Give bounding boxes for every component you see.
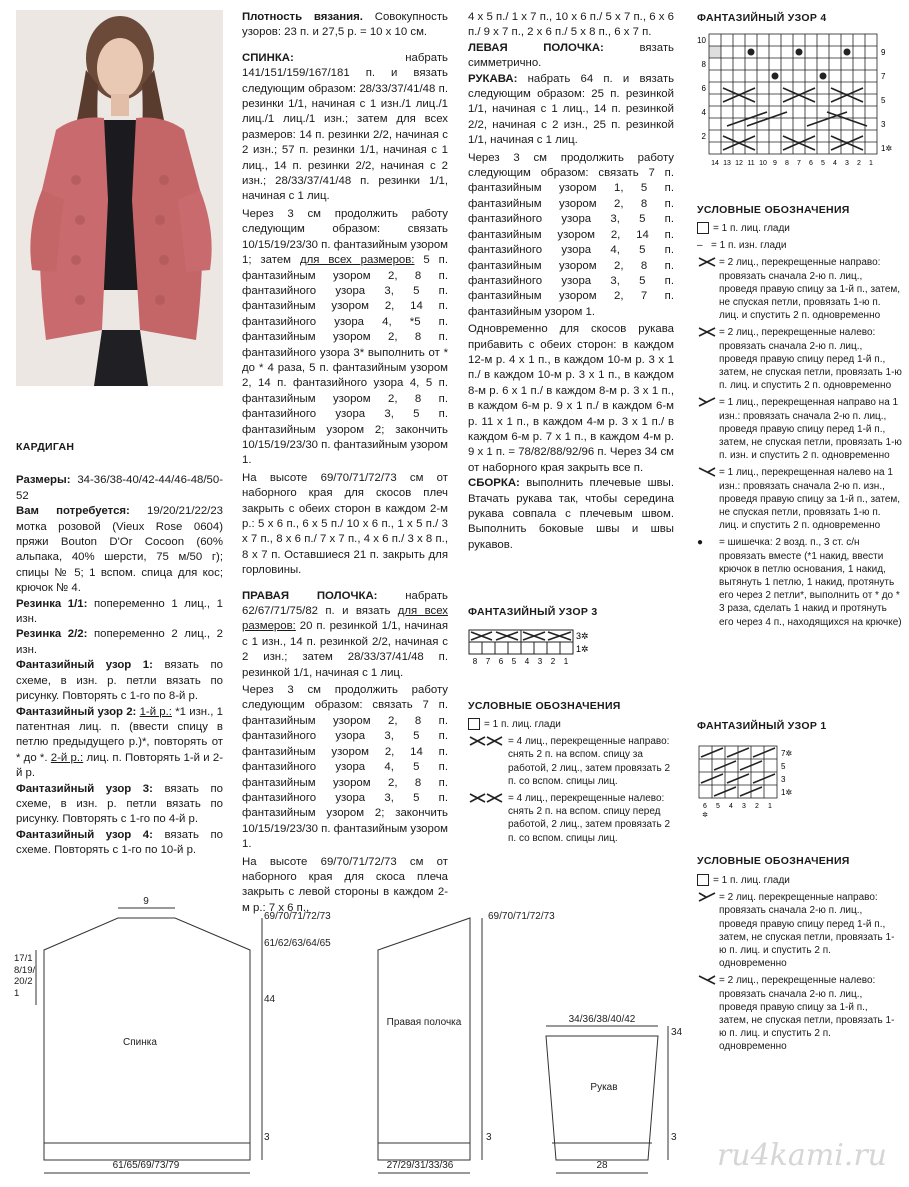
f2-label: Фантазийный узор 2: [16, 705, 137, 718]
right-p2: Через 3 см продолжить работу следующим образом: связать 7 п. фантазийным узором 2, 8 п. фантазийного узора 3, 5 п. фантазийным узором 2, 14 п. фантазийного узора 4, 5 п. фантазийным узором 2, 8 п. фантазийного узора 3, 5 п. фантазийным узором 2; закончить 10/15/19/23/30 п. фантазийным узором 1. [242, 684, 449, 851]
square-icon [697, 222, 709, 234]
cross-left-icon [697, 974, 719, 1053]
p3-col: 8 [472, 657, 478, 666]
sizes-value: 34-36/38-40/42-44/46-48/50-52 [16, 474, 223, 502]
leg4-d: = 2 лиц., перекрещенные налево: провязать сначала 2-ю п. лиц., проведя правую спицу перед 1-й п., затем, не спуская петли, провязать 1-ю п. лиц. и спустить 2 п. одновременно [719, 327, 902, 392]
leg1-a: = 1 п. лиц. глади [713, 875, 790, 886]
p1-col: 3 [742, 803, 746, 810]
pattern1-title: ФАНТАЗИЙНЫЙ УЗОР 1 [697, 720, 827, 732]
assembly-value: выполнить плечевые швы. Втачать рукава так, чтобы середина рукава совпала с плечевым швом. Выполнить боковые швы и швы рукавов. [468, 477, 674, 551]
back-h-mid: 44 [264, 994, 276, 1005]
p4-left: 8 [701, 60, 706, 69]
square-icon [468, 718, 480, 730]
right-p1b: 20 п. резинкой 1/1, начиная с 1 изн., 14 п. резинкой 2/2, начиная с 2 изн.; затем 28/33/37/41/48 п. резинкой 1/1, начиная с 1 лиц. [242, 620, 448, 679]
back-h-shoulder: 61/62/63/64/65 [264, 938, 331, 949]
sleeve-label: Рукав [590, 1082, 618, 1093]
rib11-label: Резинка 1/1: [16, 597, 88, 610]
p3-col: 1 [563, 657, 569, 666]
square-icon [697, 874, 709, 886]
p1-under: ✲ [702, 812, 708, 819]
p1-col: 4 [729, 803, 733, 810]
p3-col: 5 [511, 657, 517, 666]
back-label: СПИНКА: [242, 51, 294, 64]
cross-purl-right-icon [697, 396, 719, 462]
back-p2u: для всех размеров: [299, 254, 415, 267]
f2-row2: 2-й р.: [50, 751, 84, 764]
f3-label: Фантазийный узор 3: [16, 782, 153, 795]
pattern4-title: ФАНТАЗИЙНЫЙ УЗОР 4 [697, 12, 827, 24]
cable-right-icon [468, 735, 508, 788]
p4-left: 2 [701, 132, 706, 141]
back-label: Спинка [123, 1037, 157, 1048]
p3-col: 4 [524, 657, 530, 666]
sleeve-p3: Одновременно для скосов рукава прибавить с обеих сторон: в каждом 12-м р. 4 х 1 п., в каждом 10-м р. 3 х 1 п./ в каждом 10-м р. 3 х 1 п., в каждом 8-м р. 6 х 1 п./ в каждом 8-м р. 3 х 1 п., в каждом 6-м р. 9 х 1 п./ в каждом 6-м р. 11 х 1 п., в каждом 4-м р. 3 х 1 п./ в каждом 6-м р. 7 х 1 п., в каждом 4-м р. 9 х 1 п. = 78/82/88/92/96 п. Через 34 см от наборного края закрыть все п. [468, 323, 674, 474]
p4-col: 11 [747, 160, 755, 167]
p4-right: 1✲ [881, 144, 893, 153]
f2-value1: *1 изн., 1 патентная лиц. п. (ввести спицу в петлю предыдущего р.)*, повторять от * до *. [16, 705, 223, 764]
pattern1-chart [697, 740, 807, 820]
bobble-icon: ● [697, 537, 704, 549]
density-label: Плотность вязания. [242, 11, 363, 23]
leg3-b: = 4 лиц., перекрещенные направо: снять 2 п. на вспом. спицу за работой, 2 лиц., затем провязать 2 п. со вспом. спицы лиц. [508, 736, 671, 787]
cable-left-icon [468, 792, 508, 845]
p4-right: 5 [881, 96, 886, 105]
legend1 [697, 874, 897, 1058]
front-h-total: 69/70/71/72/73 [488, 911, 555, 922]
schematics [0, 890, 690, 1180]
p1-right: 1✲ [781, 788, 793, 797]
pattern3-chart [468, 628, 598, 672]
p4-right: 9 [881, 48, 886, 57]
leg3-c: = 4 лиц., перекрещенные налево: снять 2 п. на вспом. спицу перед работой, 2 лиц., затем провязать 2 п. со вспом. спицы лиц. [508, 793, 671, 844]
legend3-title: УСЛОВНЫЕ ОБОЗНАЧЕНИЯ [468, 700, 621, 712]
back-left-label: 17/18/19/20/21 [14, 953, 36, 999]
p3-row-label-3: 3✲ [576, 631, 589, 641]
cross-left-icon [697, 326, 719, 392]
model-illustration [16, 10, 223, 386]
leg4-c: = 2 лиц., перекрещенные направо: провязать сначала 2-ю п. лиц., проведя правую спицу за 1-й п., затем, не спуская петли, провязать 1-ю п. лиц. и спустить 2 п. одновременно [719, 257, 901, 322]
leg4-b: = 1 п. изн. глади [711, 240, 787, 252]
f4-value: вязать по схеме. Повторять с 1-го по 10-й р. [16, 828, 224, 857]
legend3 [468, 718, 678, 849]
f4-label: Фантазийный узор 4: [16, 828, 153, 841]
p4-left: 6 [701, 84, 706, 93]
p1-col: 6 [703, 803, 707, 810]
pattern4-chart [697, 30, 897, 170]
back-p2a: Через 3 см продолжить работу следующим образом: связать 10/15/19/23/30 п. фантазийным узором 1; затем [242, 207, 449, 267]
f1-value: вязать по схеме, в изн. р. петли вязать по рисунку. Повторять с 1-го по 8-й р. [16, 659, 224, 703]
front-outline [378, 918, 470, 1160]
back-h-rib: 3 [264, 1132, 270, 1143]
back-p3: На высоте 69/70/71/72/73 см от наборного края для скосов плеч закрыть с обеих сторон в каждом 2-м р.: 5 х 6 п., 6 х 5 п./ 10 х 6 п., 1 х 5 п./ 3 х 7 п., 8 х 6 п./ 7 х 7 п., 4 х 6 п./ 3 х 8 п., 8 х 7 п. Оставшиеся 21 п. закрыть для горловины. [242, 471, 448, 577]
p3-col: 7 [485, 657, 491, 666]
p1-col: 2 [755, 803, 759, 810]
p1-right: 3 [781, 775, 786, 784]
sleeve-p1: набрать 64 п. и вязать следующим образом: 25 п. резинкой 1/1, начиная с 1 лиц., 14 п. резинкой 2/2, начиная с 2 изн., 25 п. резинкой 1/1, начиная с 1 лиц. [468, 72, 675, 147]
p4-col: 1 [869, 160, 873, 167]
back-width: 61/65/69/73/79 [112, 1160, 180, 1171]
rib11-value: попеременно 1 лиц., 1 изн. [16, 597, 223, 626]
sleeve-p2: Через 3 см продолжить работу следующим образом: связать 7 п. фантазийным узором 1, 5 п. фантазийным узором 2, 8 п. фантазийного узора 3, 5 п. фантазийным узором 2, 14 п. фантазийного узора 4, 5 п. фантазийным узором 2, 8 п. фантазийного узора 3, 5 п. фантазийным узором 2, 7 п. фантазийным узором 1. [468, 151, 674, 318]
p4-col: 9 [773, 160, 777, 167]
back-top: 9 [143, 896, 149, 907]
sleeve-outline [546, 1036, 658, 1160]
density-value: Совокупность узоров: 23 п. и 27,5 р. = 10 х 10 см. [242, 11, 448, 39]
leg1-b: = 2 лиц. перекрещенные направо: провязать сначала 2-ю п. лиц., проведя правую спицу перед 1-й п., затем, не спуская петли, провязать 1-ю п. лиц. и спустить 2 п. одновременно [719, 892, 895, 970]
p4-right: 3 [881, 120, 886, 129]
p4-col: 5 [821, 160, 825, 167]
left-value: вязать симметрично. [468, 41, 674, 70]
f2-value2: лиц. п. Повторять 1-й и 2-й р. [16, 751, 224, 780]
p1-col: 1 [768, 803, 772, 810]
right-p1a: набрать 62/67/71/75/82 п. и вязать [242, 589, 448, 618]
p4-col: 12 [735, 160, 743, 167]
p4-col: 4 [833, 160, 837, 167]
front-h-rib: 3 [486, 1132, 492, 1143]
legend4-title: УСЛОВНЫЕ ОБОЗНАЧЕНИЯ [697, 204, 850, 216]
p1-col: 5 [716, 803, 720, 810]
cross-purl-left-icon [697, 466, 719, 532]
sizes-label: Размеры: [16, 474, 71, 487]
page-title: КАРДИГАН [16, 441, 75, 453]
back-p2b: 5 п. фантазийным узором 2, 8 п. фантазийного узора 3, 5 п. фантазийным узором 2, 14 п. фантазийного узора 4, *5 п. фантазийным узором 2, 8 п. фантазийного узора 3* выполнить от * до * 4 раза, 5 п. фантазийным узором 2, 14 п. фантазийного узора 4, 5 п. фантазийным узором 2, 8 п. фантазийного узора 3, 5 п. фантазийным узором 2; закончить 10/15/19/23/30 п. фантазийным узором 1. [242, 254, 449, 467]
p4-left: 4 [701, 108, 706, 117]
p4-col: 14 [711, 160, 719, 167]
p1-right: 5 [781, 762, 786, 771]
f2-row1: 1-й р.: [139, 705, 172, 718]
f3-value: вязать по схеме, в изн. р. петли вязать по рисунку. Повторять с 1-го по 4-й р. [16, 782, 224, 826]
leg4-a: = 1 п. лиц. глади [713, 223, 790, 234]
p3-col: 3 [537, 657, 543, 666]
assembly-label: СБОРКА: [468, 477, 520, 490]
model-photo [16, 10, 223, 386]
dash-icon: – [697, 240, 703, 252]
p3-col: 6 [498, 657, 504, 666]
p4-col: 7 [797, 160, 801, 167]
legend1-title: УСЛОВНЫЕ ОБОЗНАЧЕНИЯ [697, 855, 850, 867]
sleeve-h: 34 [671, 1027, 683, 1038]
p4-col: 13 [723, 160, 731, 167]
p3-col: 2 [550, 657, 556, 666]
back-h-total: 69/70/71/72/73 [264, 911, 331, 922]
p4-col: 10 [759, 160, 767, 167]
rib22-label: Резинка 2/2: [16, 628, 88, 641]
p4-left: 10 [697, 36, 706, 45]
sleeve-top: 34/36/38/40/42 [568, 1014, 636, 1025]
sleeve-label: РУКАВА: [468, 72, 518, 85]
c3-p0: 4 х 5 п./ 1 х 7 п., 10 х 6 п./ 5 х 7 п., 6 х 6 п./ 9 х 7 п., 2 х 6 п./ 5 х 8 п., 6 х 7 п. [468, 11, 674, 39]
back-p1: набрать 141/151/159/167/181 п. и вязать следующим образом: 28/33/37/41/48 п. резинки 1/1, начиная с 1 изн./1 лиц./1 лиц./1 лиц./1 изн.; затем для всех размеров: 14 п. резинки 2/2, начиная с 2 изн.; 57 п. резинки 1/1, начиная с 1 лиц., 14 п. резинки 2/2, начиная с 2 изн.; 28/33/37/41/48 п. резинки 1/1, начиная с 1 лиц. [242, 51, 448, 203]
p4-col: 6 [809, 160, 813, 167]
p4-col: 3 [845, 160, 849, 167]
leg1-c: = 2 лиц., перекрещенные налево: провязать сначала 2-ю п. лиц., проведя правую спицу за 1-й п., затем, не спуская петли, провязать 1-ю п. лиц. и спустить 2 п. одновременно [719, 975, 895, 1053]
sleeve-width: 28 [596, 1160, 608, 1171]
rib22-value: попеременно 2 лиц., 2 изн. [16, 628, 223, 656]
front-width: 27/29/31/33/36 [386, 1160, 454, 1171]
right-label: ПРАВАЯ ПОЛОЧКА: [242, 589, 378, 602]
leg4-g: = шишечка: 2 возд. п., 3 ст. с/н провязать вместе (*1 накид, ввести крючок в петлю основания, 1 накид, вытянуть 1 петлю, 1 накид, протянуть его через 2 петли*, выполнить от * до * 3 раза, сделать 1 накид и протянуть его через 4 п., находящихся на крючке) [719, 537, 902, 628]
leg3-a: = 1 п. лиц. глади [484, 719, 561, 730]
cross-right-icon [697, 891, 719, 970]
need-label: Вам потребуется: [16, 505, 130, 518]
right-p3: На высоте 69/70/71/72/73 см от наборного края для скоса плеча закрыть с левой стороны в каждом 2-м р.: 7 х 6 п., [242, 855, 448, 914]
p4-right: 7 [881, 72, 886, 81]
leg4-f: = 1 лиц., перекрещенная налево на 1 изн.: провязать сначала 2-ю п. изн., проведя правую спицу за 1-й п., затем, не спуская петли, провязать 1-ю п. лиц. и спустить 2 п. одновременно [719, 467, 901, 532]
watermark: ru4kami.ru [716, 1138, 887, 1173]
p4-col: 8 [785, 160, 789, 167]
front-label: Правая полочка [386, 1017, 462, 1028]
left-label: ЛЕВАЯ ПОЛОЧКА: [468, 41, 604, 54]
legend4 [697, 222, 902, 633]
pattern3-title: ФАНТАЗИЙНЫЙ УЗОР 3 [468, 606, 598, 618]
cross-right-icon [697, 256, 719, 322]
need-value: 19/20/21/22/23 мотка розовой (Vieux Rose 0604) пряжи Bouton D'Or Cocoon (60% альпака, 40% шерсти, 75 м/50 г); спицы № 5; 1 вспом. спица для кос; крючок № 4. [16, 505, 224, 595]
leg4-e: = 1 лиц., перекрещенная направо на 1 изн.: провязать сначала 2-ю п. лиц., проведя правую спицу перед 1-й п., затем, не спуская петли, провязать 1-ю п. изн. и спустить 2 п. одновременно [719, 397, 902, 462]
p4-col: 2 [857, 160, 861, 167]
right-p1u: для всех размеров: [242, 605, 448, 633]
f1-label: Фантазийный узор 1: [16, 659, 153, 672]
sleeve-h-rib: 3 [671, 1132, 677, 1143]
p1-right: 7✲ [781, 749, 793, 758]
p3-row-label-1: 1✲ [576, 644, 589, 654]
